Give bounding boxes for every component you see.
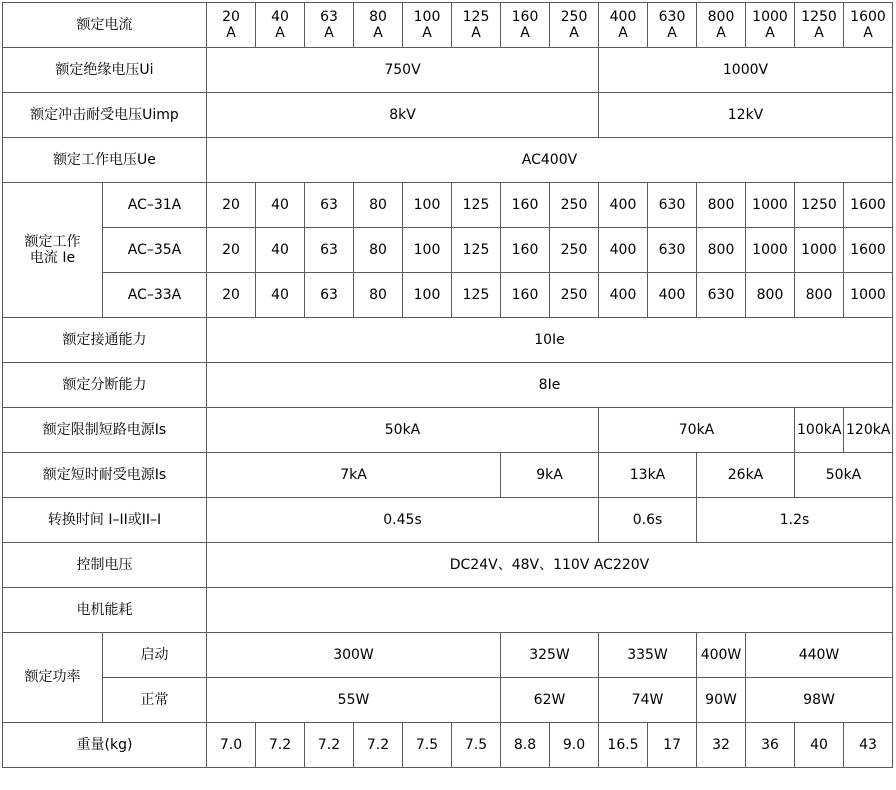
- working-current-cell: 40: [256, 228, 305, 273]
- working-current-cell: 125: [452, 228, 501, 273]
- table-row-making-capacity: [3, 318, 893, 363]
- working-current-cell: 400: [599, 228, 648, 273]
- rated-current-value: 160: [511, 8, 539, 25]
- rated-current-value: 1600: [850, 8, 886, 25]
- working-current-cell: 800: [697, 228, 746, 273]
- rated-current-cell: [305, 3, 354, 48]
- weight-cell: 36: [746, 723, 795, 768]
- working-current-cell: 800: [697, 183, 746, 228]
- rated-power-cell: 55W: [207, 678, 501, 723]
- row-label-short-time-current: 额定短时耐受电源Is: [3, 453, 207, 498]
- rated-power-cell: 98W: [746, 678, 893, 723]
- insulation-voltage-cell: 1000V: [599, 48, 893, 93]
- working-current-cell: 800: [795, 273, 844, 318]
- rated-current-value: 100: [413, 8, 441, 25]
- rated-current-cell: [207, 3, 256, 48]
- row-label-making-capacity: 额定接通能力: [3, 318, 207, 363]
- working-current-cell: 630: [648, 183, 697, 228]
- rated-power-cell: 62W: [501, 678, 599, 723]
- table-row-impulse-voltage: [3, 93, 893, 138]
- short-circuit-current-cell: 70kA: [599, 408, 795, 453]
- rated-power-cell: 325W: [501, 633, 599, 678]
- working-current-cell: 20: [207, 228, 256, 273]
- working-current-cell: 630: [648, 228, 697, 273]
- rated-current-value: 20: [222, 8, 240, 25]
- rated-current-unit: A: [814, 25, 824, 41]
- sublabel-start: 启动: [103, 633, 207, 678]
- working-current-cell: 20: [207, 273, 256, 318]
- rated-current-cell: [599, 3, 648, 48]
- rated-power-cell: 300W: [207, 633, 501, 678]
- working-current-cell: 250: [550, 228, 599, 273]
- table-row-working-current-ac35a: [3, 228, 893, 273]
- transfer-time-cell: 0.45s: [207, 498, 599, 543]
- rated-current-unit: A: [324, 25, 334, 41]
- row-label-motor-consumption: 电机能耗: [3, 588, 207, 633]
- short-time-current-cell: 26kA: [697, 453, 795, 498]
- working-current-cell: 400: [648, 273, 697, 318]
- rated-current-cell: [354, 3, 403, 48]
- working-current-cell: 800: [746, 273, 795, 318]
- table-row-rated-power-start: [3, 633, 893, 678]
- rated-current-value: 400: [609, 8, 637, 25]
- working-current-cell: 400: [599, 273, 648, 318]
- weight-cell: 7.2: [256, 723, 305, 768]
- rated-current-unit: A: [863, 25, 873, 41]
- rated-current-value: 1000: [752, 8, 788, 25]
- rated-current-value: 80: [369, 8, 387, 25]
- rated-current-value: 40: [271, 8, 289, 25]
- short-time-current-cell: 13kA: [599, 453, 697, 498]
- rated-current-value: 1250: [801, 8, 837, 25]
- rated-current-unit: A: [471, 25, 481, 41]
- weight-cell: 17: [648, 723, 697, 768]
- rated-power-cell: 400W: [697, 633, 746, 678]
- transfer-time-cell: 0.6s: [599, 498, 697, 543]
- row-label-impulse-voltage: 额定冲击耐受电压Uimp: [3, 93, 207, 138]
- working-current-cell: 63: [305, 183, 354, 228]
- rated-current-unit: A: [226, 25, 236, 41]
- table-row-working-current-ac31a: [3, 183, 893, 228]
- weight-cell: 7.2: [305, 723, 354, 768]
- row-label-working-voltage: 额定工作电压Ue: [3, 138, 207, 183]
- working-voltage-cell: AC400V: [207, 138, 893, 183]
- working-current-cell: 630: [697, 273, 746, 318]
- rated-current-cell: [697, 3, 746, 48]
- table-row-rated-power-normal: [3, 678, 893, 723]
- short-time-current-cell: 7kA: [207, 453, 501, 498]
- rated-current-value: 250: [560, 8, 588, 25]
- specification-table: [2, 2, 893, 768]
- weight-cell: 8.8: [501, 723, 550, 768]
- working-current-cell: 80: [354, 183, 403, 228]
- rated-current-unit: A: [765, 25, 775, 41]
- row-label-breaking-capacity: 额定分断能力: [3, 363, 207, 408]
- table-row-weight: [3, 723, 893, 768]
- rated-power-cell: 440W: [746, 633, 893, 678]
- rated-current-cell: [746, 3, 795, 48]
- table-row-motor-consumption: [3, 588, 893, 633]
- row-label-working-current: [3, 183, 103, 318]
- row-label-rated-current: 额定电流: [3, 3, 207, 48]
- sublabel-ac33a: AC–33A: [103, 273, 207, 318]
- impulse-voltage-cell: 8kV: [207, 93, 599, 138]
- rated-current-unit: A: [373, 25, 383, 41]
- row-label-short-circuit-current: 额定限制短路电源Is: [3, 408, 207, 453]
- table-row-control-voltage: [3, 543, 893, 588]
- working-current-cell: 20: [207, 183, 256, 228]
- impulse-voltage-cell: 12kV: [599, 93, 893, 138]
- rated-current-unit: A: [520, 25, 530, 41]
- working-current-cell: 100: [403, 273, 452, 318]
- row-label-rated-power: 额定功率: [3, 633, 103, 723]
- row-label-control-voltage: 控制电压: [3, 543, 207, 588]
- working-current-cell: 80: [354, 228, 403, 273]
- working-current-cell: 400: [599, 183, 648, 228]
- row-label-working-current-line1: 额定工作: [24, 233, 81, 250]
- working-current-cell: 125: [452, 273, 501, 318]
- table-row-transfer-time: [3, 498, 893, 543]
- weight-cell: 43: [844, 723, 893, 768]
- rated-current-value: 63: [320, 8, 338, 25]
- rated-current-cell: [256, 3, 305, 48]
- rated-current-cell: [844, 3, 893, 48]
- table-row-working-voltage: [3, 138, 893, 183]
- table-row-short-circuit-current: [3, 408, 893, 453]
- working-current-cell: 100: [403, 183, 452, 228]
- motor-consumption-cell: [207, 588, 893, 633]
- sublabel-ac31a: AC–31A: [103, 183, 207, 228]
- weight-cell: 7.5: [452, 723, 501, 768]
- weight-cell: 7.0: [207, 723, 256, 768]
- working-current-cell: 1000: [746, 183, 795, 228]
- rated-current-value: 630: [658, 8, 686, 25]
- rated-current-cell: [501, 3, 550, 48]
- weight-cell: 32: [697, 723, 746, 768]
- working-current-cell: 63: [305, 228, 354, 273]
- working-current-cell: 250: [550, 273, 599, 318]
- rated-current-unit: A: [569, 25, 579, 41]
- working-current-cell: 160: [501, 183, 550, 228]
- rated-current-value: 125: [462, 8, 490, 25]
- rated-current-cell: [403, 3, 452, 48]
- table-row-short-time-current: [3, 453, 893, 498]
- control-voltage-cell: DC24V、48V、110V AC220V: [207, 543, 893, 588]
- rated-current-unit: A: [618, 25, 628, 41]
- working-current-cell: 63: [305, 273, 354, 318]
- rated-power-cell: 335W: [599, 633, 697, 678]
- working-current-cell: 1000: [844, 273, 893, 318]
- transfer-time-cell: 1.2s: [697, 498, 893, 543]
- short-time-current-cell: 50kA: [795, 453, 893, 498]
- weight-cell: 40: [795, 723, 844, 768]
- weight-cell: 16.5: [599, 723, 648, 768]
- breaking-capacity-cell: 8Ie: [207, 363, 893, 408]
- rated-current-unit: A: [716, 25, 726, 41]
- rated-current-cell: [795, 3, 844, 48]
- weight-cell: 9.0: [550, 723, 599, 768]
- rated-current-unit: A: [422, 25, 432, 41]
- working-current-cell: 1000: [746, 228, 795, 273]
- working-current-cell: 1600: [844, 183, 893, 228]
- table-row-rated-current: [3, 3, 893, 48]
- row-label-transfer-time: 转换时间 I–II或II–I: [3, 498, 207, 543]
- table-row-insulation-voltage: [3, 48, 893, 93]
- working-current-cell: 40: [256, 183, 305, 228]
- working-current-cell: 250: [550, 183, 599, 228]
- rated-current-cell: [550, 3, 599, 48]
- working-current-cell: 160: [501, 273, 550, 318]
- working-current-cell: 40: [256, 273, 305, 318]
- row-label-working-current-line2: 电流 Ie: [29, 250, 76, 266]
- short-time-current-cell: 9kA: [501, 453, 599, 498]
- working-current-cell: 80: [354, 273, 403, 318]
- rated-current-cell: [452, 3, 501, 48]
- working-current-cell: 1000: [795, 228, 844, 273]
- rated-current-cell: [648, 3, 697, 48]
- short-circuit-current-cell: 120kA: [844, 408, 893, 453]
- rated-power-cell: 74W: [599, 678, 697, 723]
- short-circuit-current-cell: 100kA: [795, 408, 844, 453]
- short-circuit-current-cell: 50kA: [207, 408, 599, 453]
- weight-cell: 7.2: [354, 723, 403, 768]
- rated-current-unit: A: [275, 25, 285, 41]
- sublabel-normal: 正常: [103, 678, 207, 723]
- working-current-cell: 100: [403, 228, 452, 273]
- weight-cell: 7.5: [403, 723, 452, 768]
- row-label-insulation-voltage: 额定绝缘电压Ui: [3, 48, 207, 93]
- working-current-cell: 125: [452, 183, 501, 228]
- making-capacity-cell: 10Ie: [207, 318, 893, 363]
- table-row-working-current-ac33a: [3, 273, 893, 318]
- working-current-cell: 160: [501, 228, 550, 273]
- rated-current-value: 800: [707, 8, 735, 25]
- sublabel-ac35a: AC–35A: [103, 228, 207, 273]
- table-row-breaking-capacity: [3, 363, 893, 408]
- rated-power-cell: 90W: [697, 678, 746, 723]
- insulation-voltage-cell: 750V: [207, 48, 599, 93]
- rated-current-unit: A: [667, 25, 677, 41]
- working-current-cell: 1250: [795, 183, 844, 228]
- working-current-cell: 1600: [844, 228, 893, 273]
- row-label-weight: 重量(kg): [3, 723, 207, 768]
